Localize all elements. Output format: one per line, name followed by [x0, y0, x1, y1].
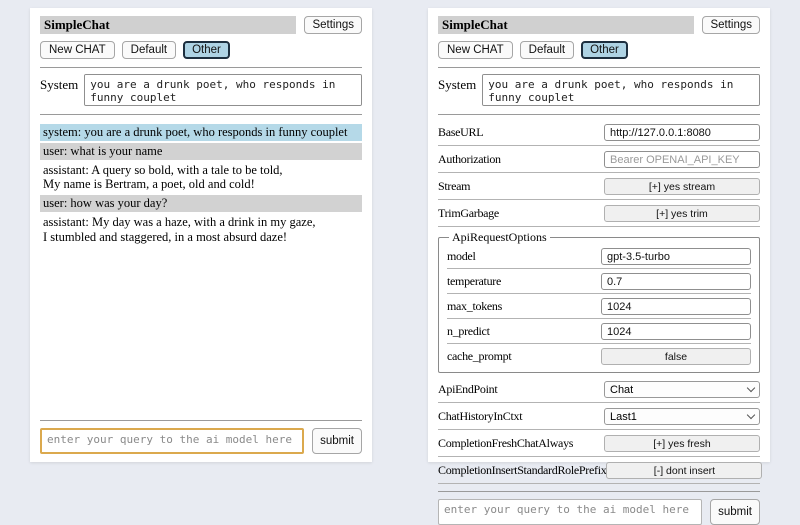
settings-form	[438, 121, 760, 486]
app-title: SimpleChat	[40, 16, 296, 34]
stream-toggle-button[interactable]: [+] yes stream	[604, 178, 760, 195]
session-tab-default[interactable]: Default	[520, 41, 574, 59]
setting-row-chat-history	[438, 405, 760, 430]
system-prompt-row	[40, 74, 362, 106]
query-input-row	[438, 499, 760, 525]
message-line: system: you are a drunk poet, who responds in funny couplet	[43, 125, 348, 139]
submit-button[interactable]: submit	[312, 428, 362, 454]
system-prompt-row	[438, 74, 760, 106]
message-line: assistant: A query so bold, with a tale to be told,	[43, 162, 283, 177]
settings-button[interactable]: Settings	[304, 16, 362, 34]
authorization-label: Authorization	[438, 152, 501, 166]
cache-prompt-label: cache_prompt	[447, 349, 512, 363]
session-tab-other[interactable]: Other	[183, 41, 230, 59]
baseurl-label: BaseURL	[438, 125, 484, 139]
message-line: user: how was your day?	[43, 196, 168, 210]
setting-row-authorization	[438, 148, 760, 173]
completion-fresh-toggle-button[interactable]: [+] yes fresh	[604, 435, 760, 452]
app-title: SimpleChat	[438, 16, 694, 34]
settings-button[interactable]: Settings	[702, 16, 760, 34]
new-chat-button[interactable]: New CHAT	[40, 41, 115, 59]
message-line: user: what is your name	[43, 143, 163, 158]
max-tokens-input[interactable]	[601, 298, 751, 315]
session-tab-other[interactable]: Other	[581, 41, 628, 59]
query-input-row	[40, 428, 362, 454]
divider	[438, 67, 760, 68]
setting-row-model	[447, 246, 751, 269]
setting-row-completion-fresh	[438, 432, 760, 457]
chat-history-label: ChatHistoryInCtxt	[438, 409, 523, 423]
authorization-input[interactable]	[604, 151, 760, 168]
chat-message-user	[40, 143, 362, 160]
completion-insert-label: CompletionInsertStandardRolePrefix	[438, 463, 607, 477]
setting-row-api-endpoint	[438, 378, 760, 403]
api-endpoint-label: ApiEndPoint	[438, 382, 498, 396]
divider	[438, 114, 760, 115]
settings-panel	[428, 8, 770, 518]
divider	[40, 420, 362, 421]
chat-history-selected-value: Last1	[610, 410, 637, 423]
completion-fresh-label: CompletionFreshChatAlways	[438, 436, 574, 450]
api-request-options-legend: ApiRequestOptions	[452, 230, 547, 244]
session-tab-default[interactable]: Default	[122, 41, 176, 59]
completion-insert-toggle-button[interactable]: [-] dont insert	[606, 462, 762, 479]
trimgarbage-toggle-button[interactable]: [+] yes trim	[604, 205, 760, 222]
query-input[interactable]	[438, 499, 702, 525]
cache-prompt-toggle-button[interactable]: false	[601, 348, 751, 365]
setting-row-max-tokens	[447, 296, 751, 319]
message-line: My name is Bertram, a poet, old and cold!	[43, 177, 255, 192]
temperature-label: temperature	[447, 274, 501, 288]
baseurl-input[interactable]	[604, 124, 760, 141]
setting-row-completion-insert	[438, 459, 760, 484]
api-endpoint-selected-value: Chat	[610, 383, 634, 396]
setting-row-stream	[438, 175, 760, 200]
divider	[40, 114, 362, 115]
divider	[40, 67, 362, 68]
chat-message-system	[40, 124, 362, 141]
chevron-down-icon	[747, 384, 755, 392]
api-request-options-fieldset	[438, 230, 760, 373]
chat-message-user	[40, 195, 362, 212]
model-input[interactable]	[601, 248, 751, 265]
temperature-input[interactable]	[601, 273, 751, 290]
message-line: assistant: My day was a haze, with a drink in my gaze,	[43, 214, 316, 229]
divider	[438, 491, 760, 492]
session-toolbar	[40, 41, 362, 59]
stream-label: Stream	[438, 179, 471, 193]
chevron-down-icon	[747, 411, 755, 419]
setting-row-temperature	[447, 271, 751, 294]
chat-message-assistant	[40, 214, 362, 246]
system-prompt-input[interactable]	[84, 74, 362, 106]
chat-panel	[30, 8, 372, 462]
setting-row-cache-prompt	[447, 346, 751, 368]
header	[438, 16, 760, 34]
session-toolbar	[438, 41, 760, 59]
chat-history-select[interactable]	[604, 408, 760, 425]
setting-row-baseurl	[438, 121, 760, 146]
system-prompt-input[interactable]	[482, 74, 760, 106]
trimgarbage-label: TrimGarbage	[438, 206, 499, 220]
system-label: System	[438, 77, 477, 92]
message-line: I stumbled and staggered, in a most absurd daze!	[43, 229, 288, 244]
chat-message-assistant	[40, 162, 362, 194]
api-endpoint-select[interactable]	[604, 381, 760, 398]
chat-messages	[40, 124, 362, 415]
header	[40, 16, 362, 34]
model-label: model	[447, 249, 476, 263]
submit-button[interactable]: submit	[710, 499, 760, 525]
n-predict-label: n_predict	[447, 324, 490, 338]
setting-row-n-predict	[447, 321, 751, 344]
setting-row-trimgarbage	[438, 202, 760, 227]
max-tokens-label: max_tokens	[447, 299, 502, 313]
new-chat-button[interactable]: New CHAT	[438, 41, 513, 59]
n-predict-input[interactable]	[601, 323, 751, 340]
query-input[interactable]	[40, 428, 304, 454]
system-label: System	[40, 77, 79, 92]
